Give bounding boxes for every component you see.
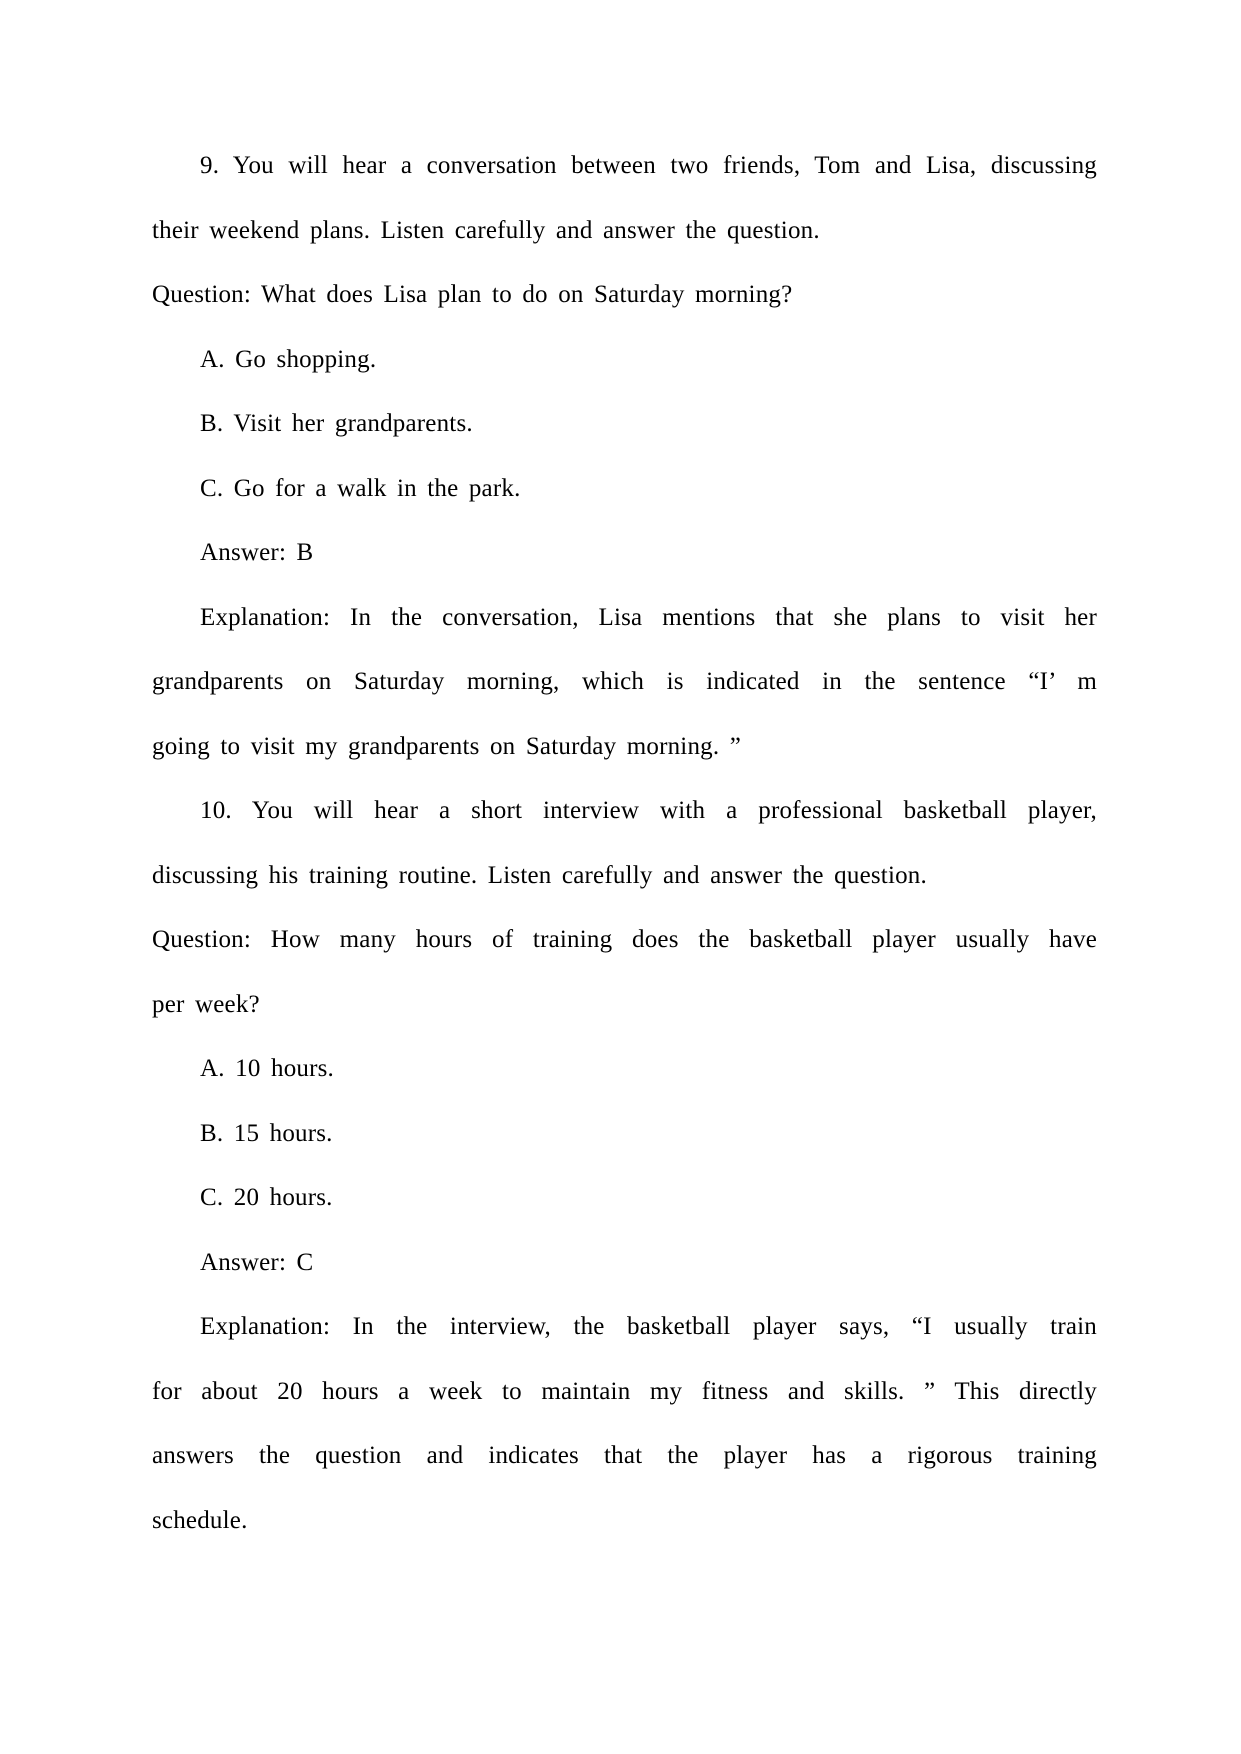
question-9-option-b: B. Visit her grandparents. [200,410,473,437]
question-9-explanation-line-1: Explanation: In the conversation, Lisa mentions that she plans to visit her [200,603,1097,631]
question-9-explanation-line-2: grandparents on Saturday morning, which is indicated in the sentence “I’ m [152,668,1097,695]
question-10-explanation-line-2: for about 20 hours a week to maintain my fitness and skills. ” This directly [152,1377,1097,1405]
question-10-option-b: B. 15 hours. [200,1119,333,1147]
question-9-intro-line-1: 9. You will hear a conversation between two friends, Tom and Lisa, discussing [200,152,1097,179]
question-10-option-c: C. 20 hours. [200,1184,333,1211]
question-10-option-a: A. 10 hours. [200,1055,335,1082]
question-10-answer: Answer: C [200,1248,314,1276]
question-9-intro-line-2: their weekend plans. Listen carefully and answer the question. [152,216,820,244]
question-9-question-line: Question: What does Lisa plan to do on Saturday morning? [152,281,793,308]
question-10-explanation-line-3: answers the question and indicates that the player has a rigorous training [152,1442,1097,1469]
question-9-option-a: A. Go shopping. [200,345,377,373]
question-10-intro-line-2: discussing his training routine. Listen carefully and answer the question. [152,861,927,889]
question-10-explanation-line-1: Explanation: In the interview, the basketball player says, “I usually train [200,1313,1097,1340]
question-10-block [152,779,1097,1553]
question-10-intro-line-1: 10. You will hear a short interview with a professional basketball player, [200,797,1097,824]
question-10-explanation-line-4: schedule. [152,1506,248,1534]
question-9-block [152,134,1097,779]
question-9-explanation-line-3: going to visit my grandparents on Saturday morning. ” [152,732,742,760]
question-10-question-line-1: Question: How many hours of training does the basketball player usually have [152,926,1097,953]
question-9-option-c: C. Go for a walk in the park. [200,474,521,502]
question-9-answer: Answer: B [200,539,314,566]
question-10-question-line-2: per week? [152,990,260,1018]
